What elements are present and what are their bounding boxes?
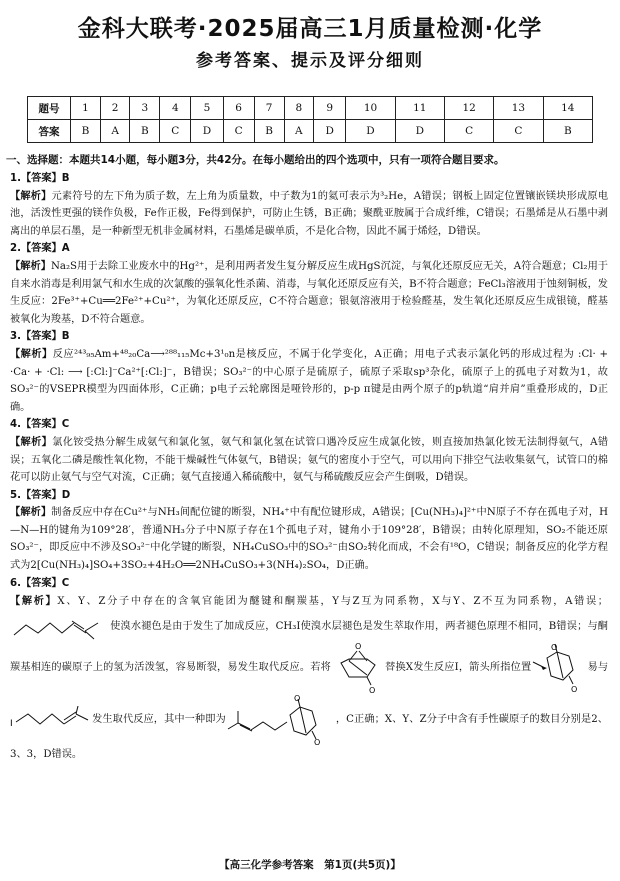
question-1 xyxy=(10,170,608,240)
substituted-product-structure xyxy=(226,693,336,745)
answer-cell: D xyxy=(314,120,346,143)
section-heading: 一、选择题：本题共14小题，每小题3分，共42分。在每小题给出的四个选项中，只有一项符合题目要求。 xyxy=(6,154,505,166)
explanation-text: X、Y、Z分子中存在的含氧官能团为醚键和酮羰基，Y与Z互为同系物，X与Y、Z不互为同系物，A错误； xyxy=(57,596,608,608)
answer-cell: C xyxy=(444,120,493,143)
svg-text:O: O xyxy=(571,685,578,693)
page-footer: 【高三化学参考答案 第1页(共5页)】 xyxy=(219,859,401,871)
explanation-label: 【解析】 xyxy=(10,348,53,360)
question-number-cell: 6 xyxy=(223,97,254,120)
question-3 xyxy=(10,328,608,416)
explanation-text: 氯化铵受热分解生成氨气和氯化氢，氨气和氯化氢在试管口遇冷反应生成氯化铵，则直接加热氯化铵无法制得氨气，A错误；五氧化二磷是酸性氧化物，不能干燥碱性气体氨气，B错误；氨气的密度小于空气，可以用向下排空气法收集氨气，试管口的棉花可以防止氨气与空气对流，C正确；氨气直接通入稀硫酸中，氨气与稀硫酸反应会产生倒吸，D错误。 xyxy=(10,436,609,484)
question-number-cell: 10 xyxy=(346,97,395,120)
answer-cell: C xyxy=(160,120,191,143)
explanation-label: 【解析】 xyxy=(10,260,51,272)
explanation-text: 发生取代反应，其中一种即为 xyxy=(92,714,226,726)
question-number-cell: 4 xyxy=(160,97,191,120)
explanation xyxy=(10,504,608,574)
answer-heading: 6.【答案】C xyxy=(10,577,70,589)
answer-heading: 4.【答案】C xyxy=(10,419,70,431)
answer-cell: B xyxy=(254,120,284,143)
arrow-position-structure xyxy=(531,642,587,692)
question-number-cell: 14 xyxy=(543,97,592,120)
explanation-text: 易与 xyxy=(587,662,609,674)
question-number-cell: 12 xyxy=(444,97,493,120)
explanation xyxy=(10,434,608,487)
iodo-alkene-structure xyxy=(10,706,92,732)
explanation-label: 【解析】 xyxy=(10,190,52,202)
question-number-cell: 8 xyxy=(284,97,313,120)
question-4 xyxy=(10,416,608,486)
answer-cell: A xyxy=(100,120,129,143)
explanation-text: 反应²⁴³₉₅Am+⁴⁸₂₀Ca⟶²⁸⁸₁₁₅Mc+3¹₀n是核反应，不属于化学变化，A正确；用电子式表示氯化钙的形成过程为 :Cl· + ·Ca· + ·Cl: ⟶ [:Cl:]⁻Ca²⁺[:Cl:]⁻，B错误；SO₃²⁻的中心原子是硫原子，硫原子采取sp³杂化，硫原子上的孤电子对数为1，故SO₃²⁻的VSEPR模型为四面体形，C正确；p电子云轮廓图是哑铃形的，p-p π键是由两个原子的p轨道“肩并肩”重叠形成的，D正确。 xyxy=(10,348,608,413)
answer-cell: B xyxy=(543,120,592,143)
explanation xyxy=(10,346,608,416)
answer-cell: C xyxy=(223,120,254,143)
answer-heading: 1.【答案】B xyxy=(10,173,70,184)
question-number-cell: 7 xyxy=(254,97,284,120)
page-title: 金科大联考·2025届高三1月质量检测·化学 xyxy=(77,16,543,42)
explanation-label: 【解析】 xyxy=(10,596,58,608)
answer-table-number-row xyxy=(28,97,593,120)
answer-heading: 5.【答案】D xyxy=(10,489,71,501)
question-number-cell: 11 xyxy=(395,97,444,120)
answer-cell: D xyxy=(346,120,395,143)
question-number-cell: 3 xyxy=(130,97,160,120)
svg-text:O: O xyxy=(354,642,362,652)
explanation-text: 使溴水褪色是由于发生了加成反应，CH₃I使溴水层褪色是发生萃取作用，两者褪色原理不相同，B错误；与酮羰基相连的碳原子上的氢为活泼氢，容易断裂，易发生取代反应。若将 xyxy=(10,621,608,674)
explanation-text: ，C正确；X、Y、Z分子中含有手性碳原子的数目分别是2、3、3，D错误。 xyxy=(10,714,608,761)
svg-text:I: I xyxy=(10,719,13,730)
row-label-number: 题号 xyxy=(28,97,71,120)
question-number-cell: 2 xyxy=(100,97,129,120)
question-number-cell: 5 xyxy=(191,97,223,120)
explanation-label: 【解析】 xyxy=(10,507,52,519)
answer-cell: B xyxy=(71,120,101,143)
question-number-cell: 1 xyxy=(71,97,101,120)
explanation-text: 替换X发生反应Ⅰ，箭头所指位置 xyxy=(384,662,532,674)
explanation xyxy=(10,592,608,764)
explanation-label: 【解析】 xyxy=(10,436,53,448)
explanations xyxy=(10,170,608,764)
explanation-text: Na₂S用于去除工业废水中的Hg²⁺，是利用两者发生复分解反应生成HgS沉淀，与氧化还原反应无关，A符合题意；Cl₂用于自来水消毒是利用氯气和水生成的次氯酸的强氧化性杀菌、消毒，与氧化还原反应有关，B不符合题意；FeCl₃溶液用于蚀刻铜板，发生反应：2Fe³⁺+Cu══2Fe²⁺+Cu²⁺，为氧化还原反应，C不符合题意；银氨溶液用于检验醛基，发生氧化还原反应生成银镜，醛基被氧化为羧基，D不符合题意。 xyxy=(10,260,608,325)
explanation xyxy=(10,258,608,328)
svg-text:O: O xyxy=(313,738,321,746)
answer-table-answer-row xyxy=(28,120,593,143)
answer-cell: D xyxy=(191,120,223,143)
answer-heading: 2.【答案】A xyxy=(10,243,70,255)
svg-text:O: O xyxy=(368,686,376,694)
bicyclic-ketone-structure xyxy=(331,641,385,693)
explanation-text: 制备反应中存在Cu²⁺与NH₃间配位键的断裂，NH₄⁺中有配位键形成，A错误；[Cu(NH₃)₄]²⁺中N原子不存在孤电子对，H—N—H的键角为109°28′，普通NH₃分子中N原子存在1个孤电子对，键角小于109°28′，B错误；由转化原理知，SO₂不能还原SO₃²⁻，即反应中不涉及SO₃²⁻中化学键的断裂，NH₄CuSO₃中的SO₃²⁻由SO₂转化而成，不会有¹⁸O，C错误；制备反应的化学方程式为2[Cu(NH₃)₄]SO₄+3SO₂+4H₂O══2NH₄CuSO₃+3(NH₄)₂SO₄，D正确。 xyxy=(10,507,609,572)
svg-text:O: O xyxy=(551,643,558,653)
answer-table xyxy=(27,96,593,143)
explanation xyxy=(10,188,608,241)
page-subtitle: 参考答案、提示及评分细则 xyxy=(196,51,424,71)
question-6 xyxy=(10,575,608,765)
explanation-text: 元素符号的左下角为质子数，左上角为质量数，中子数为1的氦可表示为³₂He，A错误；钢板上固定位置镶嵌镁块形成原电池，活泼性更强的镁作负极，Fe作正极，Fe得到保护，可防止生锈，B正确；聚酰亚胺属于合成纤维，C错误；石墨烯是从石墨中剥离出的单层石墨，是一种新型无机非金属材料，石墨烯是碳单质，不是化合物，因此不属于烯烃，D错误。 xyxy=(10,190,609,237)
svg-text:O: O xyxy=(293,694,301,704)
answer-cell: B xyxy=(130,120,160,143)
alkene-chain-structure xyxy=(10,611,110,641)
question-number-cell: 13 xyxy=(494,97,543,120)
question-5 xyxy=(10,487,608,575)
answer-cell: A xyxy=(284,120,313,143)
answer-cell: C xyxy=(494,120,543,143)
answer-cell: D xyxy=(395,120,444,143)
question-number-cell: 9 xyxy=(314,97,346,120)
answer-heading: 3.【答案】B xyxy=(10,331,70,343)
question-2 xyxy=(10,240,608,328)
row-label-answer: 答案 xyxy=(28,120,71,143)
